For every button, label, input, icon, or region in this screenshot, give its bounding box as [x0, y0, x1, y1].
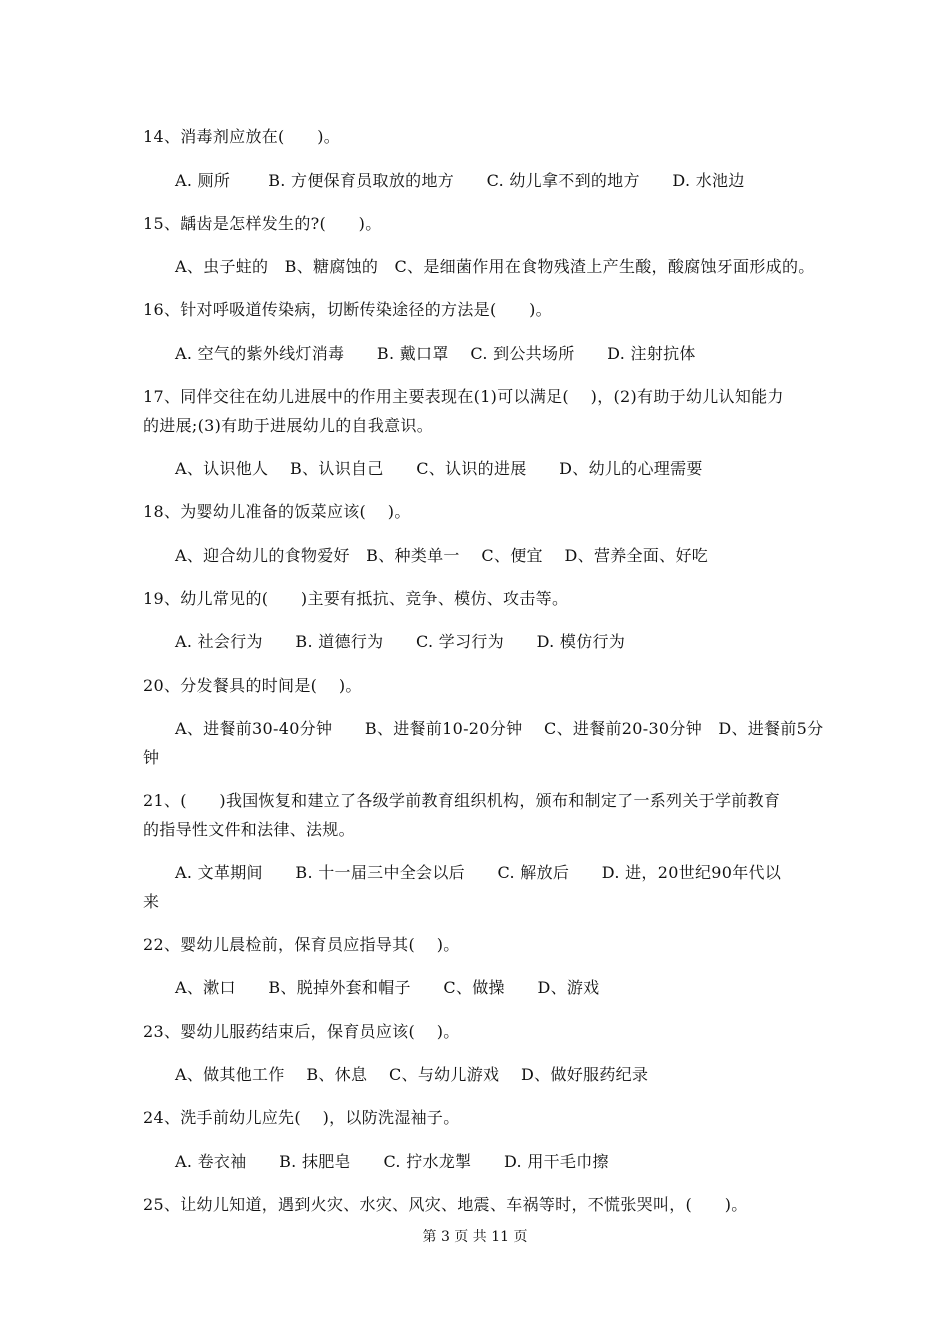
question-15-stem: 15、龋齿是怎样发生的?( )。	[143, 214, 382, 233]
question-19-stem: 19、幼儿常见的( )主要有抵抗、竞争、模仿、攻击等。	[143, 589, 569, 608]
question-17-stem-line1: 17、同伴交往在幼儿进展中的作用主要表现在(1)可以满足( )，(2)有助于幼儿认知能力	[143, 387, 784, 406]
question-17-options: A、认识他人 B、认识自己 C、认识的进展 D、幼儿的心理需要	[175, 459, 703, 478]
question-23-options: A、做其他工作 B、休息 C、与幼儿游戏 D、做好服药纪录	[175, 1065, 649, 1084]
question-18-stem: 18、为婴幼儿准备的饭菜应该( )。	[143, 502, 411, 521]
page-number-footer: 第 3 页 共 11 页	[422, 1229, 528, 1245]
question-24-options: A. 卷衣袖 B. 抹肥皂 C. 拧水龙掣 D. 用干毛巾擦	[175, 1152, 609, 1171]
question-23-stem: 23、婴幼儿服药结束后，保育员应该( )。	[143, 1022, 460, 1041]
question-25-stem: 25、让幼儿知道，遇到火灾、水灾、风灾、地震、车祸等时，不慌张哭叫，( )。	[143, 1195, 748, 1214]
question-17-stem-line2: 的进展;(3)有助于进展幼儿的自我意识。	[143, 416, 434, 435]
question-22-options: A、漱口 B、脱掉外套和帽子 C、做操 D、游戏	[175, 978, 600, 997]
question-19-options: A. 社会行为 B. 道德行为 C. 学习行为 D. 模仿行为	[175, 632, 626, 651]
question-24-stem: 24、洗手前幼儿应先( )，以防洗湿袖子。	[143, 1108, 460, 1127]
question-16-stem: 16、针对呼吸道传染病，切断传染途径的方法是( )。	[143, 300, 552, 319]
question-21-options-continued: 来	[143, 892, 160, 911]
question-21-stem-line2: 的指导性文件和法律、法规。	[143, 820, 355, 839]
question-22-stem: 22、婴幼儿晨检前，保育员应指导其( )。	[143, 935, 460, 954]
question-14-stem: 14、消毒剂应放在( )。	[143, 127, 341, 146]
question-14-options: A. 厕所 B. 方便保育员取放的地方 C. 幼儿拿不到的地方 D. 水池边	[175, 171, 745, 190]
question-18-options: A、迎合幼儿的食物爱好 B、种类单一 C、便宜 D、营养全面、好吃	[175, 546, 709, 565]
question-21-stem-line1: 21、( )我国恢复和建立了各级学前教育组织机构，颁布和制定了一系列关于学前教育	[143, 791, 781, 810]
question-21-options: A. 文革期间 B. 十一届三中全会以后 C. 解放后 D. 进，20世纪90年代以	[175, 863, 782, 882]
question-20-stem: 20、分发餐具的时间是( )。	[143, 676, 362, 695]
question-20-options: A、进餐前30-40分钟 B、进餐前10-20分钟 C、进餐前20-30分钟 D、进餐前5分	[175, 719, 824, 738]
question-16-options: A. 空气的紫外线灯消毒 B. 戴口罩 C. 到公共场所 D. 注射抗体	[175, 344, 696, 363]
question-15-options: A、虫子蛀的 B、糖腐蚀的 C、是细菌作用在食物残渣上产生酸，酸腐蚀牙面形成的。	[175, 257, 815, 276]
question-20-options-continued: 钟	[143, 748, 160, 767]
